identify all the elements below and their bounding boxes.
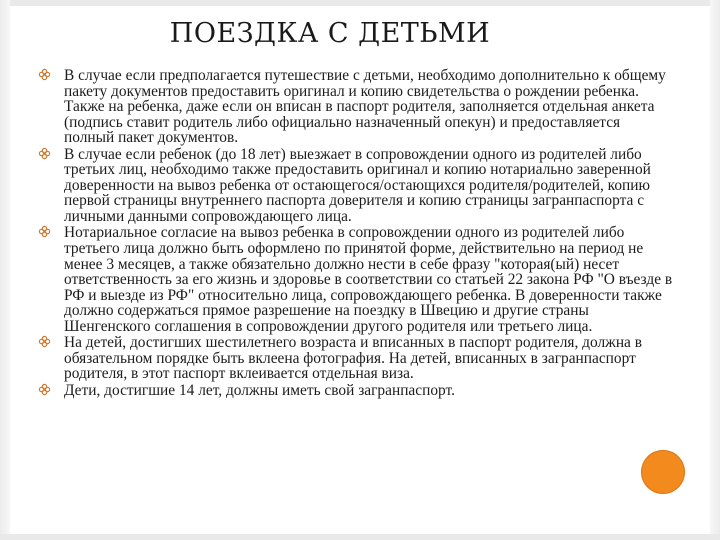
orange-circle-decoration [641,450,685,494]
flower-bullet-icon [38,383,52,397]
bullet-text: Нотариальное согласие на вывоз ребенка в сопровождении одного из родителей либо третьего лица должно быть оформлено по принятой форме, действительно на период не менее 3 месяцев, а также обязательно должно нести в себе фразу "которая(ый) несет ответственность за его жизнь и здоровье в соответствии со статьей 22 закона РФ "О въезде в РФ и выезде из РФ" относительно лица, сопровождающего ребенка. В доверенности также должно содержаться прямое разрешение на поездку в Швецию и другие страны Шенгенского соглашения в сопровождении другого родителя или третьего лица. [64,224,673,335]
flower-bullet-icon [38,335,52,349]
list-item [38,335,674,382]
frame-bottom [0,534,720,540]
bullet-list [38,68,674,399]
list-item [38,383,674,399]
bullet-text: В случае если ребенок (до 18 лет) выезжает в сопровождении одного из родителей либо третьих лиц, необходимо также предоставить оригинал и копию нотариально заверенной доверенности на вывоз ребенка от остающегося/остающихся родителя/родителей, копию первой страницы внутреннего паспорта доверителя и копию страницы загранпаспорта с личными данными сопровождающего лица. [64,145,651,225]
flower-bullet-icon [38,225,52,239]
flower-bullet-icon [38,147,52,161]
slide-title: ПОЕЗДКА С ДЕТЬМИ [169,18,491,49]
bullet-text: Дети, достигшие 14 лет, должны иметь свой загранпаспорт. [64,381,455,399]
frame-right [710,0,720,540]
list-item [38,225,674,334]
flower-bullet-icon [38,68,52,82]
frame-top [0,0,720,6]
list-item [38,68,674,146]
list-item [38,147,674,225]
frame-left [0,0,10,540]
bullet-text: На детей, достигших шестилетнего возраста и вписанных в паспорт родителя, должна в обязательном порядке быть вклеена фотография. На детей, вписанных в загранпаспорт родителя, в этот паспорт вклеивается отдельная виза. [64,334,642,383]
bullet-text: В случае если предполагается путешествие с детьми, необходимо дополнительно к общему пакету документов предоставить оригинал и копию свидетельства о рождении ребенка. Также на ребенка, даже если он вписан в паспорт родителя, заполняется отдельная анкета (подпись ставит родитель либо официально назначенный опекун) и предоставляется полный пакет документов. [64,67,666,147]
